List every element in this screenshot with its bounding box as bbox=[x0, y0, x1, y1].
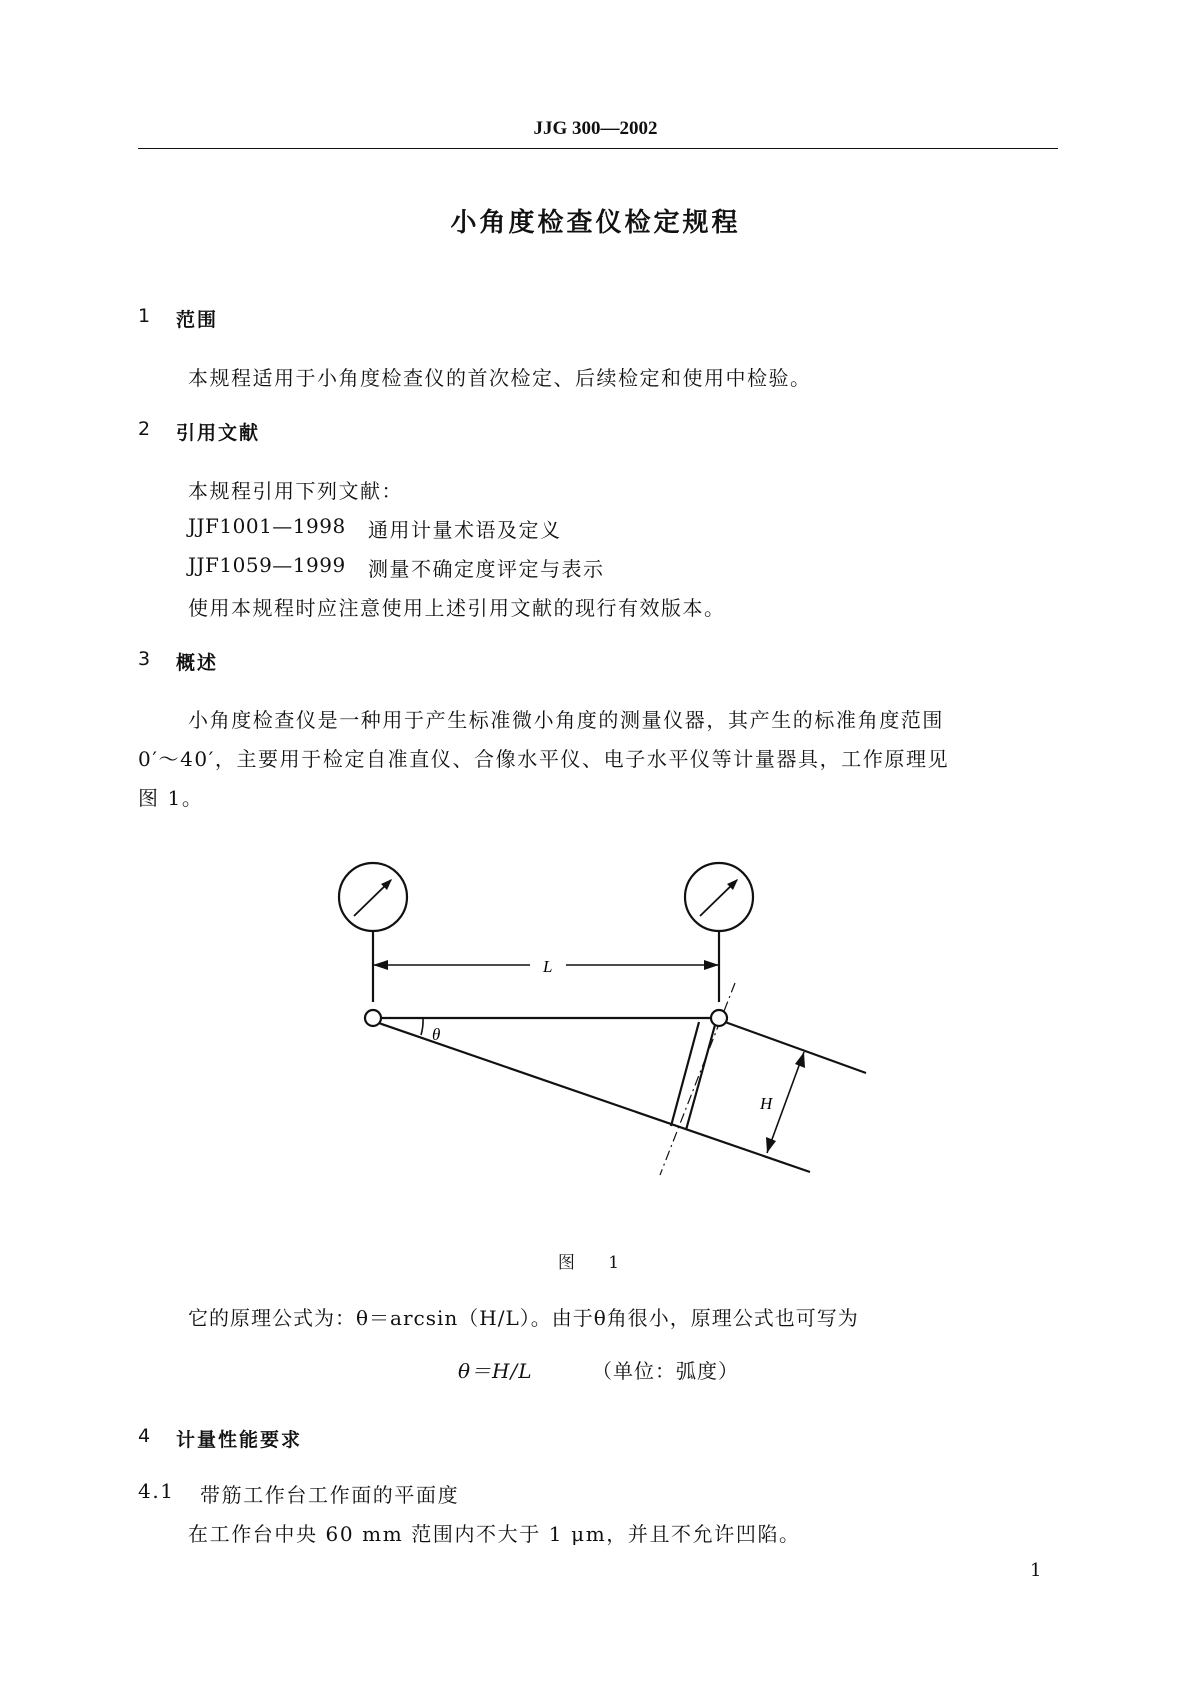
header-code: JJG 300—2002 bbox=[533, 118, 658, 139]
section-3-paragraph-line-1: 小角度检查仪是一种用于产生标准微小角度的测量仪器，其产生的标准角度范围 bbox=[188, 708, 944, 732]
section-1-number: 1 bbox=[138, 305, 151, 327]
page-number: 1 bbox=[1030, 1560, 1042, 1581]
dimension-L-arrow-left bbox=[373, 960, 388, 970]
section-4-title: 计量性能要求 bbox=[176, 1429, 303, 1451]
inclined-line-upper bbox=[725, 1022, 866, 1073]
section-2-number: 2 bbox=[138, 418, 151, 440]
subsection-4-1-number: 4.1 bbox=[138, 1479, 175, 1503]
angle-arc-theta bbox=[421, 1018, 423, 1035]
dimension-H-arrow-bottom bbox=[766, 1137, 776, 1153]
label-H: H bbox=[760, 1094, 773, 1113]
dimension-L-arrow-right bbox=[704, 960, 719, 970]
section-2-title: 引用文献 bbox=[176, 422, 261, 444]
reference-1-code: JJF1001—1998 bbox=[188, 514, 346, 538]
left-pivot bbox=[365, 1010, 381, 1026]
formula-unit: （单位：弧度） bbox=[592, 1359, 739, 1383]
section-3-title: 概述 bbox=[176, 652, 219, 674]
figure-1-caption: 图 1 bbox=[557, 1253, 634, 1273]
section-3-paragraph-line-2: 0′～40′，主要用于检定自准直仪、合像水平仪、电子水平仪等计量器具，工作原理见 bbox=[138, 747, 950, 771]
section-1-text: 本规程适用于小角度检查仪的首次检定、后续检定和使用中检验。 bbox=[188, 366, 812, 390]
gauge-block-side-left bbox=[671, 1022, 699, 1126]
subsection-4-1-text: 在工作台中央 60 mm 范围内不大于 1 μm，并且不允许凹陷。 bbox=[188, 1522, 801, 1546]
gauge-block-side-right bbox=[686, 1025, 715, 1130]
right-pivot bbox=[711, 1010, 727, 1026]
subsection-4-1-title: 带筋工作台工作面的平面度 bbox=[200, 1483, 460, 1507]
reference-2-title: 测量不确定度评定与表示 bbox=[368, 557, 605, 581]
dimension-line-H bbox=[767, 1052, 804, 1153]
dimension-H-arrow-top bbox=[795, 1052, 805, 1068]
section-1-title: 范围 bbox=[176, 309, 219, 331]
section-4-number: 4 bbox=[138, 1425, 151, 1447]
label-theta: θ bbox=[432, 1025, 441, 1044]
reference-2-code: JJF1059—1999 bbox=[188, 553, 346, 577]
section-3-paragraph-line-3: 图 1。 bbox=[138, 786, 204, 810]
document-title: 小角度检查仪检定规程 bbox=[450, 208, 741, 238]
section-2-note: 使用本规程时应注意使用上述引用文献的现行有效版本。 bbox=[188, 596, 726, 620]
formula-intro: 它的原理公式为：θ＝arcsin（H/L）。由于θ角很小，原理公式也可写为 bbox=[188, 1306, 859, 1330]
reference-1-title: 通用计量术语及定义 bbox=[368, 518, 562, 542]
section-2-intro: 本规程引用下列文献： bbox=[188, 479, 403, 503]
section-3-number: 3 bbox=[138, 648, 151, 670]
formula-main: θ＝H/L bbox=[458, 1359, 533, 1383]
label-L: L bbox=[543, 957, 553, 976]
